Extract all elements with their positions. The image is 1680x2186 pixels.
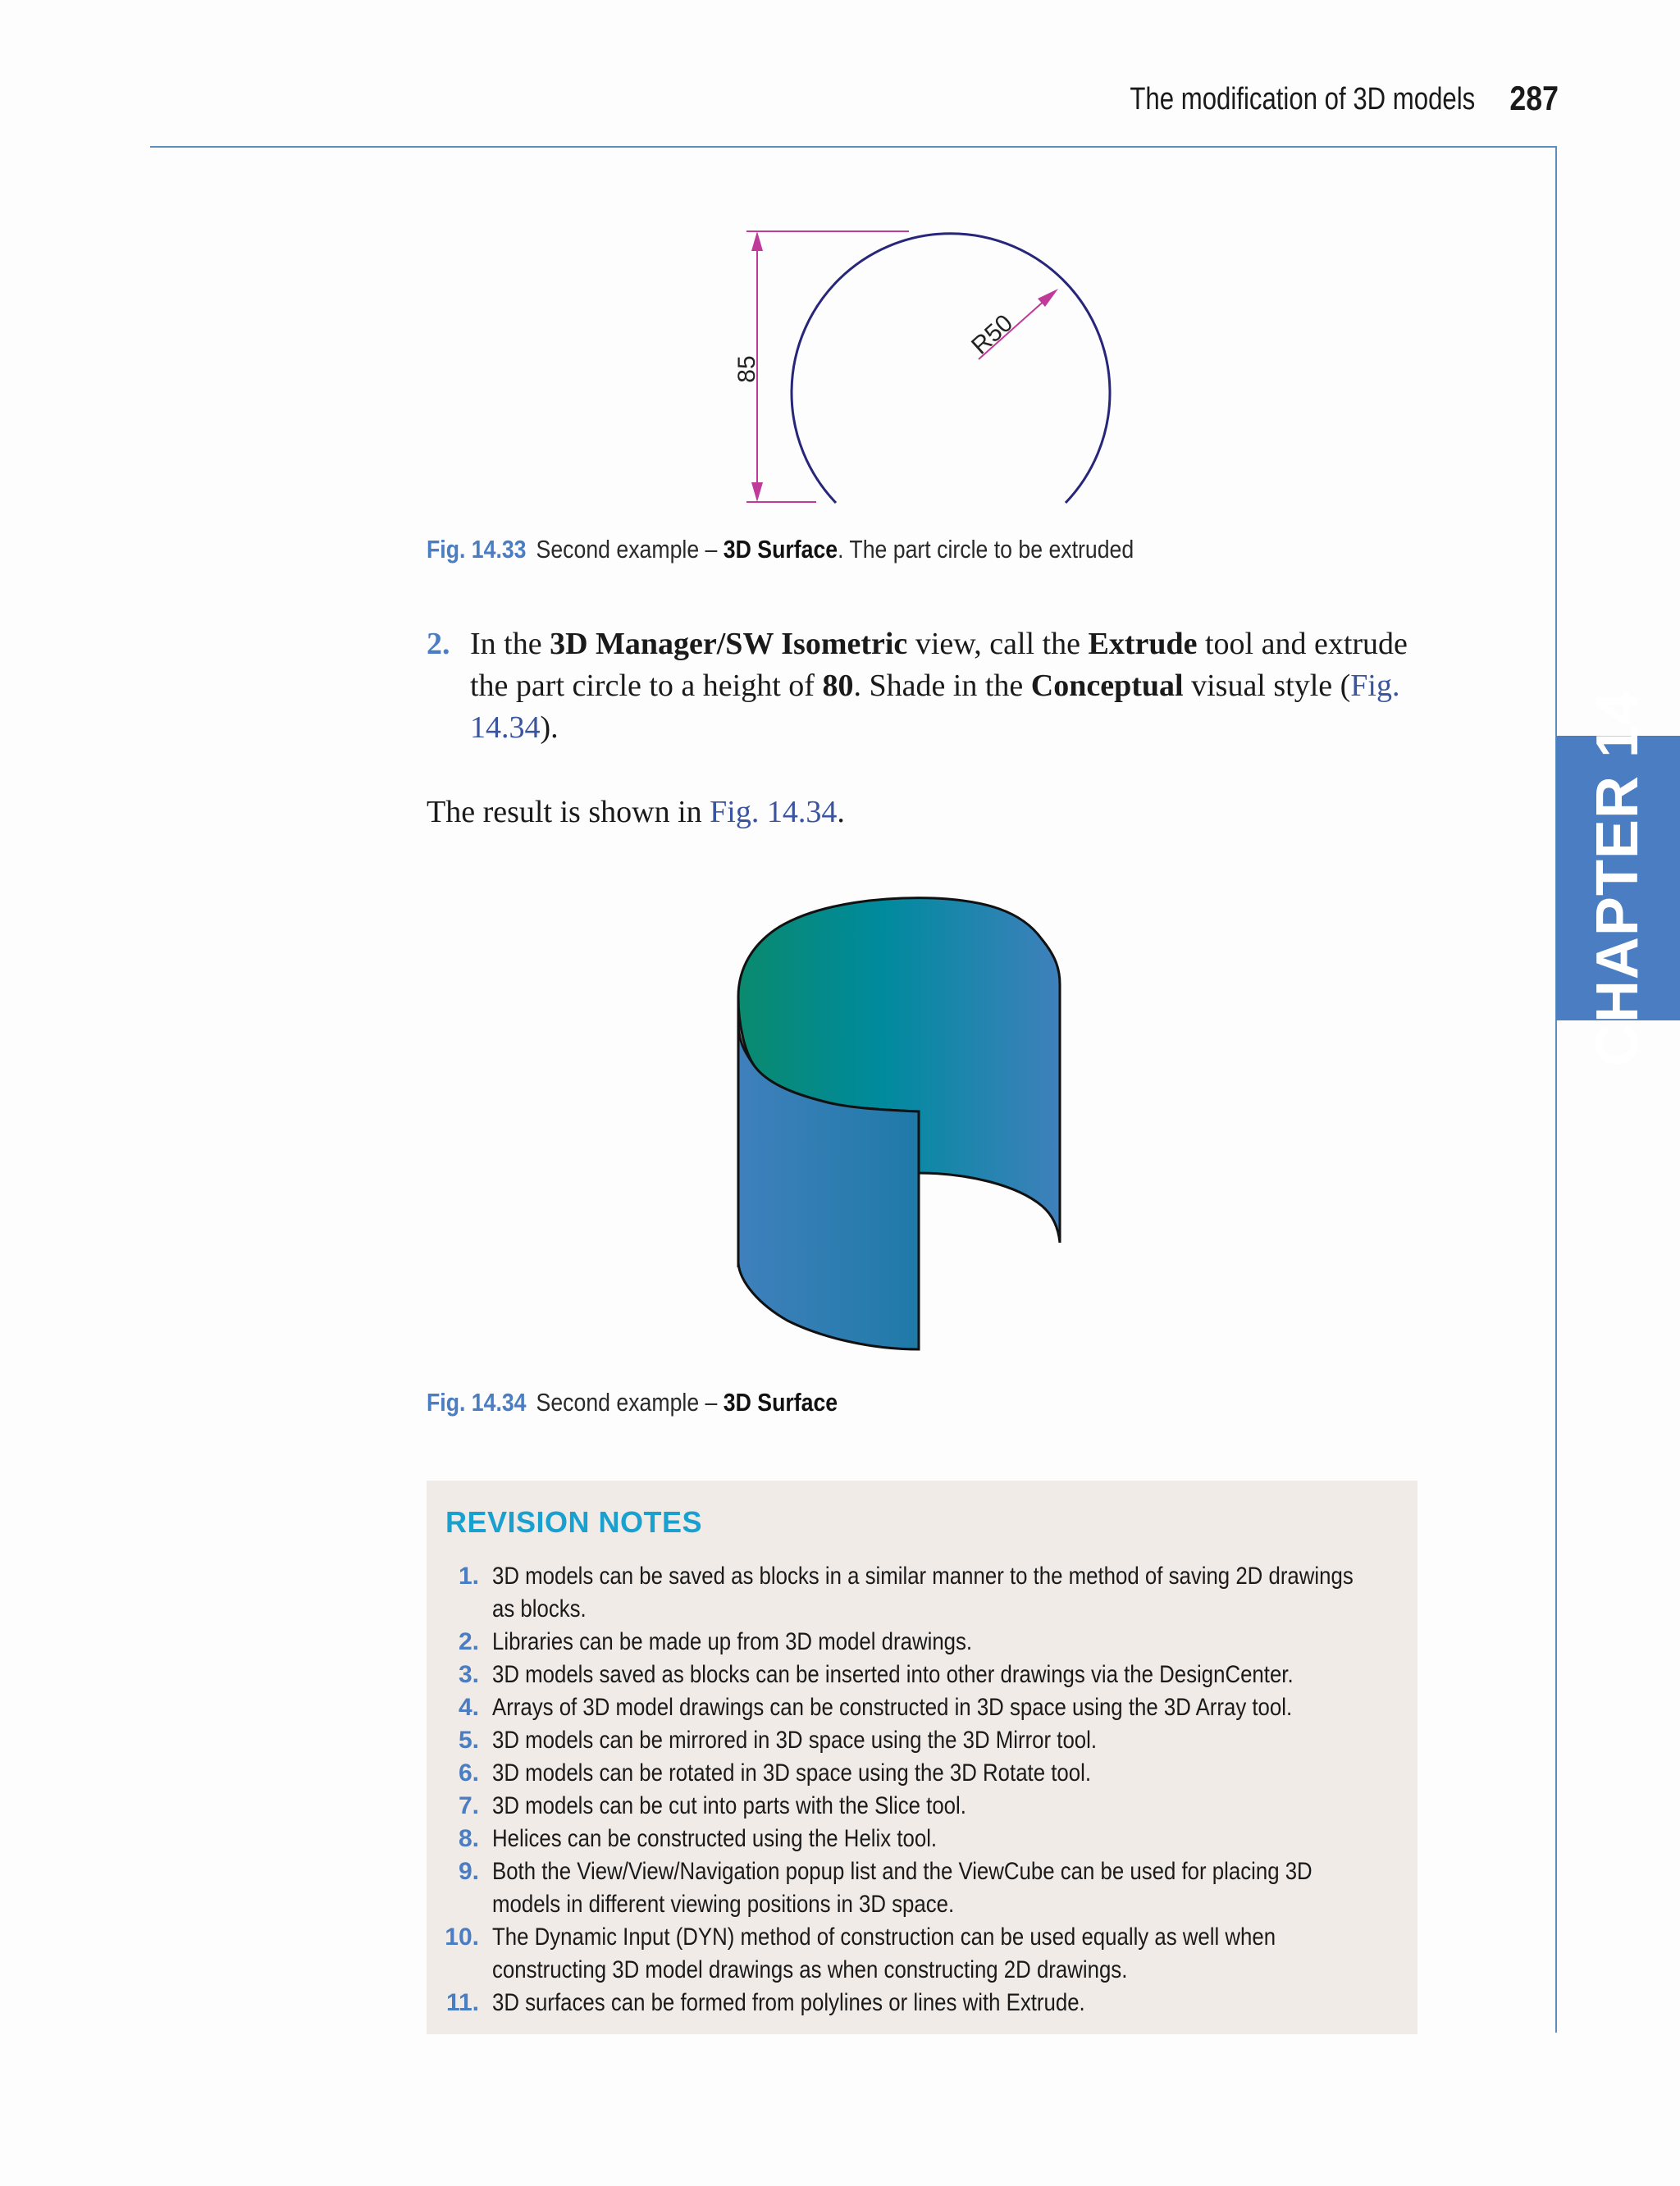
side-rule bbox=[1555, 146, 1557, 2033]
figure-caption-14-34 bbox=[427, 1388, 838, 1417]
height-arrow-top bbox=[751, 231, 763, 251]
figure-reference-link[interactable]: Fig. 14.34 bbox=[710, 795, 838, 829]
radius-dimension-label: R50 bbox=[966, 309, 1019, 360]
note-item: 9. Both the View/View/Navigation popup list and the ViewCube can be used for placing 3D models in different viewing positions in 3D space. bbox=[458, 1858, 1312, 1918]
caption-prefix: Second example – bbox=[536, 1388, 724, 1417]
caption-prefix: Second example – bbox=[536, 535, 724, 564]
running-title: The modification of 3D models bbox=[1130, 82, 1476, 116]
page-number: 287 bbox=[1509, 79, 1559, 117]
figure-caption-14-33 bbox=[427, 535, 1134, 564]
caption-suffix: . The part circle to be extruded bbox=[838, 535, 1134, 564]
revision-notes-list bbox=[427, 1560, 1418, 2019]
chapter-tab bbox=[1556, 690, 1680, 1066]
revision-notes-box bbox=[427, 1481, 1418, 2034]
height-dimension-label: 85 bbox=[733, 355, 760, 383]
part-circle-figure bbox=[705, 221, 1165, 509]
caption-number: Fig. 14.34 bbox=[427, 1388, 527, 1417]
step-text: In the 3D Manager/SW Isometric view, call the Extrude tool and extrude the part circle to a height of 80. Shade in the Conceptual visual style (Fig. 14.34). bbox=[470, 627, 1408, 745]
step-2 bbox=[427, 623, 1419, 749]
part-circle-arc bbox=[792, 234, 1110, 503]
note-item: 11. 3D surfaces can be formed from polylines or lines with Extrude. bbox=[445, 1989, 1085, 2016]
figure-reference-link[interactable]: Fig. 14.34 bbox=[470, 669, 1400, 745]
note-item: 6. 3D models can be rotated in 3D space using the 3D Rotate tool. bbox=[458, 1759, 1092, 1787]
note-item: 5. 3D models can be mirrored in 3D space using the 3D Mirror tool. bbox=[458, 1727, 1098, 1754]
caption-bold: 3D Surface bbox=[723, 1388, 838, 1417]
note-item: 7. 3D models can be cut into parts with the Slice tool. bbox=[458, 1792, 966, 1819]
extruded-surface-figure bbox=[722, 890, 1116, 1366]
chapter-tab-label: CHAPTER 14 bbox=[1585, 690, 1651, 1066]
note-item: 2. Libraries can be made up from 3D model drawings. bbox=[458, 1628, 973, 1655]
note-item: 10. The Dynamic Input (DYN) method of construction can be used equally as well when constructing 3D model drawings as when constructing 2D drawings. bbox=[445, 1924, 1276, 1983]
step-number: 2. bbox=[427, 627, 450, 661]
caption-number: Fig. 14.33 bbox=[427, 535, 527, 564]
caption-bold: 3D Surface bbox=[723, 535, 838, 564]
revision-notes-title: REVISION NOTES bbox=[445, 1505, 703, 1539]
note-item: 3. 3D models saved as blocks can be inserted into other drawings via the DesignCenter. bbox=[458, 1661, 1294, 1688]
note-item: 4. Arrays of 3D model drawings can be constructed in 3D space using the 3D Array tool. bbox=[458, 1694, 1293, 1721]
note-item: 8. Helices can be constructed using the Helix tool. bbox=[458, 1825, 938, 1852]
height-arrow-bottom bbox=[751, 482, 763, 502]
note-item: 1. 3D models can be saved as blocks in a similar manner to the method of saving 2D drawings as blocks. bbox=[458, 1563, 1354, 1622]
header-rule bbox=[150, 146, 1557, 148]
result-paragraph: The result is shown in Fig. 14.34. bbox=[427, 795, 845, 829]
